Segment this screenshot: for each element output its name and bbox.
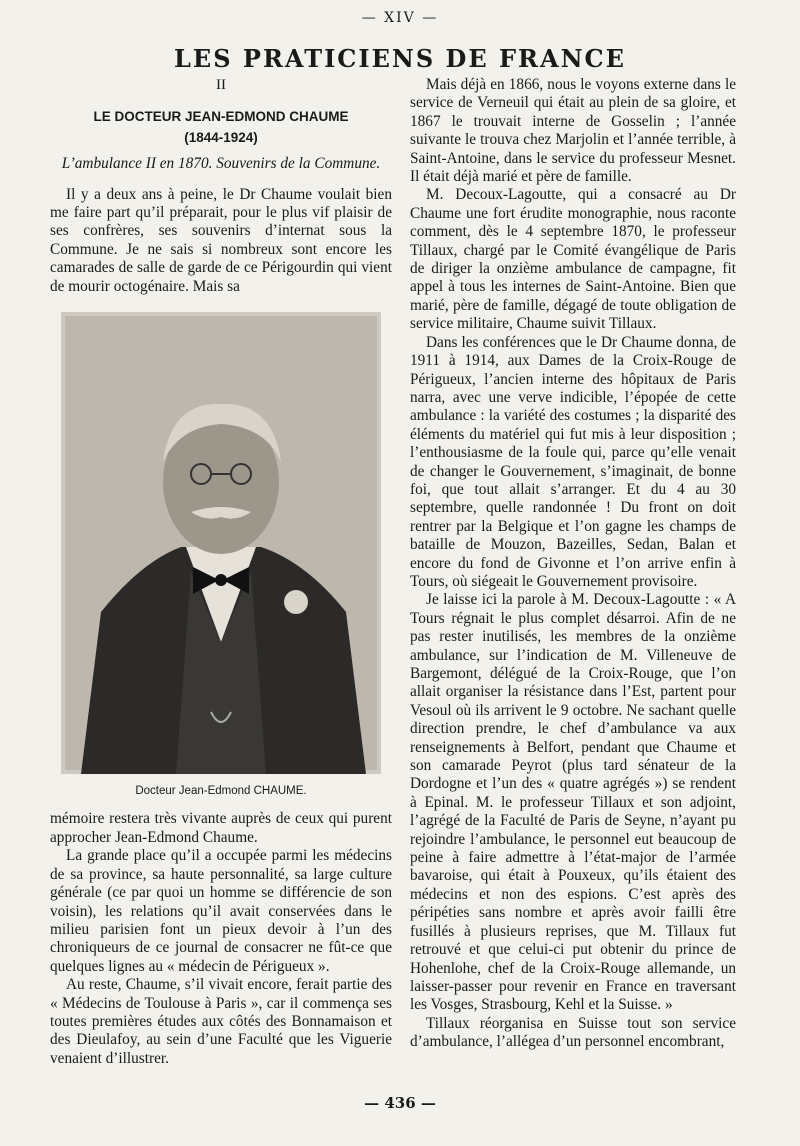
photo-caption: Docteur Jean-Edmond CHAUME. (135, 785, 307, 798)
paragraph: M. Decoux-Lagoutte, qui a consacré au Dr Chaume une fort érudite monographie, nous raconte comment, dès le 4 septembre 1870, le professeur Tillaux, chargé par le Comité évangélique de Paris de diriger la onzième ambulance de campagne, fit appel à tous les internes de Saint-Antoine. Bien que marié, père de famille, dégagé de toute obligation de service militaire, Chaume suivit Tillaux. (410, 186, 736, 333)
paragraph: Il y a deux ans à peine, le Dr Chaume voulait bien me faire part qu’il préparait, pour le plus vif plaisir de ses confrères, ses souvenirs d’internat sous la Commune. Je ne sais si nombreux sont encore les camarades de salle de garde de ce Périgourdin qui vient de mourir octogénaire. Mais sa (50, 185, 392, 295)
left-column (50, 76, 392, 1068)
roman-page-number: — XIV — (361, 10, 439, 26)
article-subtitle: L’ambulance II en 1870. Souvenirs de la Commune. (61, 155, 381, 173)
paragraph: La grande place qu’il a occupée parmi les médecins de sa province, sa haute personnalité, sa large culture générale (ce par quoi un homme se différencie de son voisin), les relations qu’il avait conservées dans le milieu parisien font un pieux devoir à l’un des chroniqueurs de ce journal de consacrer ne fût-ce que quelques lignes au « médecin de Périgueux ». (50, 847, 392, 975)
portrait-image (61, 312, 381, 774)
page-number: — 436 — (364, 1094, 436, 1112)
article-dates: (1844-1924) (184, 129, 258, 145)
running-title: LES PRATICIENS DE FRANCE (174, 44, 626, 73)
right-column (410, 76, 736, 1052)
article-title: LE DOCTEUR JEAN-EDMOND CHAUME (93, 109, 349, 125)
portrait-photo (61, 312, 381, 774)
paragraph: Je laisse ici la parole à M. Decoux-Lagoutte : « A Tours régnait le plus complet désarroi. Afin de ne pas rester inutilisés, les membres de la onzième ambulance, sur l’indication de M. Villeneuve de Bargemont, délégué de la Croix-Rouge, que l’on allait organiser la résistance dans l’Est, partent pour Vesoul où ils arrivent le 9 octobre. Ne sachant quelle direction prendre, le chef d’ambulance va aux renseignements à Belfort, pendant que Chaume et son camarade Peyrot (plus tard sénateur de la Dordogne et l’un des « quatre agrégés ») se rendent à Epinal. M. le professeur Tillaux et son adjoint, l’agrégé de la Faculté de Paris de Seyne, n’ayant pu rejoindre l’ambulance, le personnel eut beaucoup de peine à faire admettre à l’état-major de l’armée bavaroise, qui était à Pouxeux, qu’ils étaient des médecins et non des espions. C’est après des péripéties sans nombre et après avoir failli être fusillés à plusieurs reprises, que M. Tillaux fut retrouvé et que celui-ci put obtenir du prince de Hohenlohe, chef de la Croix-Rouge allemande, un laisser-passer pour revenir en France en traversant les Vosges, Strasbourg, Kehl et la Suisse. » (410, 591, 736, 1014)
paragraph: mémoire restera très vivante auprès de ceux qui purent approcher Jean-Edmond Chaume. (50, 810, 392, 846)
paragraph: Au reste, Chaume, s’il vivait encore, ferait partie des « Médecins de Toulouse à Paris », car il commença ses toutes premières études aux côtés des Bonnamaison et des Dieulafoy, au sein d’une Faculté que les Viguerie venaient d’illustrer. (50, 976, 392, 1067)
paragraph: Dans les conférences que le Dr Chaume donna, de 1911 à 1914, aux Dames de la Croix-Rouge de Périgueux, l’ancien interne des hôpitaux de Paris narra, avec une verve indicible, l’épopée de cette ambulance : la variété des costumes ; la disparité des éléments du matériel qui fut mis à leur disposition ; l’enthousiasme de la foule qui, parce qu’elle venait de changer le Gouvernement, s’imaginait, de bonne foi, que tout allait s’arranger. Et du 4 au 30 septembre, quelle randonnée ! Du front on doit rentrer par la Belgique et l’on gagne les champs de bataille de Mouzon, Bazeilles, Sedan, Balan et encore du fond de Givonne et l’on arrive enfin à Tours, où siégeait le Gouvernement provisoire. (410, 333, 736, 590)
paragraph: Mais déjà en 1866, nous le voyons externe dans le service de Verneuil qui était au plein de sa gloire, et 1867 le trouvait interne de Gosselin ; l’année suivante le trouva chez Marjolin et l’année terrible, à Saint-Antoine, dans le service du professeur Mesnet. Il était déjà marié et père de famille. (410, 76, 736, 186)
paragraph: Tillaux réorganisa en Suisse tout son service d’ambulance, l’allégea d’un personnel encombrant, (410, 1014, 736, 1051)
section-number: II (216, 77, 226, 93)
